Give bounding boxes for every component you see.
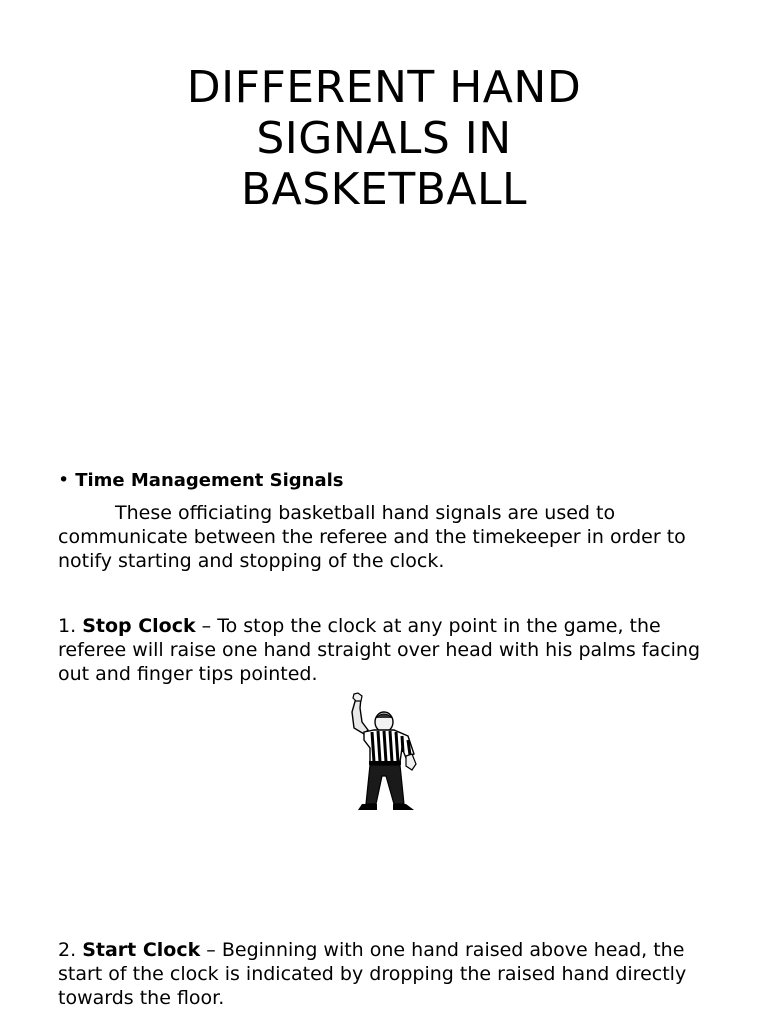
title-line-1: DIFFERENT HAND xyxy=(186,62,582,113)
intro-paragraph: These officiating basketball hand signals are used to communicate between the referee and the timekeeper in order to notify starting and stopping of the clock. xyxy=(58,502,686,572)
section-heading xyxy=(58,468,718,493)
title-line-2: SIGNALS IN xyxy=(256,113,512,164)
item-term: Stop Clock xyxy=(82,615,196,637)
item-description: – To stop the clock at any point in the game, the referee will raise one hand straight over head with his palms facing out and finger tips pointed. xyxy=(58,615,701,685)
bullet-icon: • xyxy=(58,469,70,491)
referee-stop-clock-icon xyxy=(336,692,426,816)
item-description: – Beginning with one hand raised above head, the start of the clock is indicated by dropping the raised hand directly towards the floor. xyxy=(58,939,687,1009)
list-item-stop-clock xyxy=(58,614,718,686)
item-term: Start Clock xyxy=(82,939,201,961)
item-number: 2. xyxy=(58,939,77,961)
item-number: 1. xyxy=(58,615,77,637)
page-title xyxy=(0,62,768,215)
title-line-3: BASKETBALL xyxy=(240,164,528,215)
section-heading-text: Time Management Signals xyxy=(75,470,344,491)
list-item-start-clock xyxy=(58,938,718,1010)
